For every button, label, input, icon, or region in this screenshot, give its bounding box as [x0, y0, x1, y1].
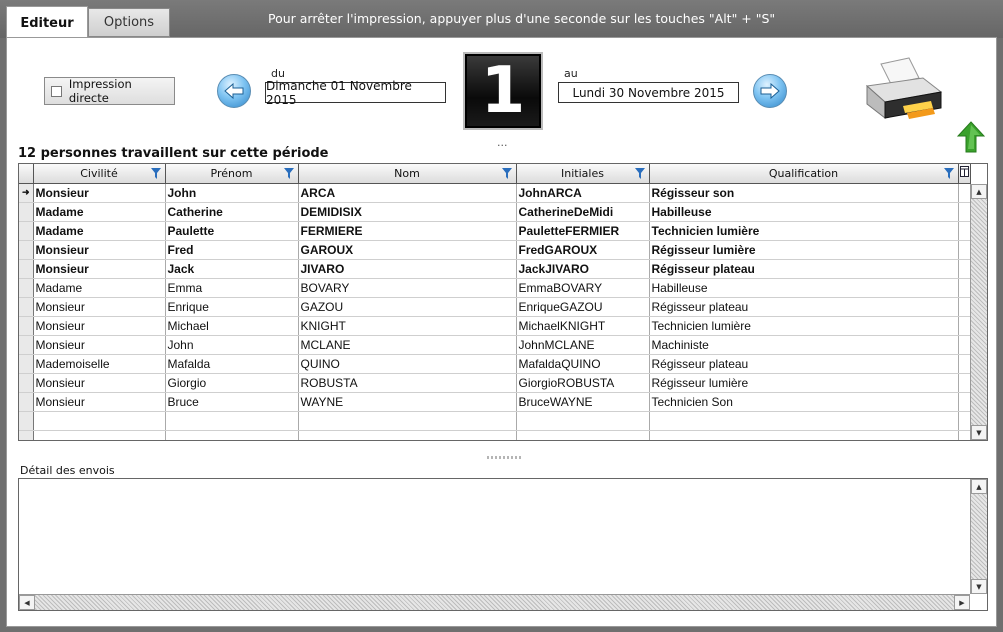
cell-initiales[interactable]: PauletteFERMIER: [516, 221, 649, 240]
cell-qualification[interactable]: Technicien lumière: [649, 221, 958, 240]
cell-qualification[interactable]: Technicien Son: [649, 392, 958, 411]
empty-cell: [958, 411, 970, 430]
column-label: Qualification: [768, 166, 839, 180]
cell-qualification[interactable]: Habilleuse: [649, 202, 958, 221]
empty-cell: [298, 430, 516, 441]
column-label: Initiales: [561, 166, 604, 180]
row-pad: [958, 259, 970, 278]
to-date-field[interactable]: Lundi 30 Novembre 2015: [558, 82, 739, 103]
day-number: 1: [467, 56, 539, 126]
cell-qualification[interactable]: Régisseur lumière: [649, 240, 958, 259]
cell-civilite[interactable]: Madame: [33, 221, 165, 240]
filter-icon[interactable]: [151, 168, 161, 179]
cell-prenom[interactable]: Jack: [165, 259, 298, 278]
direct-print-checkbox[interactable]: [44, 77, 175, 105]
column-header-qualification[interactable]: [649, 164, 958, 183]
arrow-up-icon[interactable]: [957, 121, 985, 153]
editor-panel: [6, 37, 997, 627]
column-label: Prénom: [210, 166, 253, 180]
scroll-up-button[interactable]: ▲: [971, 479, 987, 494]
cell-prenom[interactable]: Emma: [165, 278, 298, 297]
cell-initiales[interactable]: MafaldaQUINO: [516, 354, 649, 373]
row-pad: [958, 278, 970, 297]
column-label: Nom: [394, 166, 420, 180]
scroll-down-button[interactable]: ▼: [971, 579, 987, 594]
empty-cell: [19, 430, 33, 441]
row-selector[interactable]: [19, 278, 33, 297]
people-table: [19, 164, 971, 441]
cell-nom[interactable]: WAYNE: [298, 392, 516, 411]
cell-prenom[interactable]: John: [165, 183, 298, 202]
table-row[interactable]: [19, 278, 970, 297]
empty-cell: [516, 430, 649, 441]
row-selector[interactable]: [19, 392, 33, 411]
filter-icon[interactable]: [502, 168, 512, 179]
table-row[interactable]: [19, 297, 970, 316]
cell-qualification[interactable]: Technicien lumière: [649, 316, 958, 335]
cell-initiales[interactable]: CatherineDeMidi: [516, 202, 649, 221]
cell-qualification[interactable]: Régisseur lumière: [649, 373, 958, 392]
row-pad: [958, 221, 970, 240]
table-header-row: [19, 164, 970, 183]
cell-civilite[interactable]: Mademoiselle: [33, 354, 165, 373]
printer-icon[interactable]: [863, 56, 943, 126]
tab-options[interactable]: Options: [88, 8, 170, 37]
print-stop-hint: Pour arrêter l'impression, appuyer plus d'une seconde sur les touches "Alt" + "S": [268, 11, 776, 26]
empty-cell: [165, 411, 298, 430]
table-row[interactable]: [19, 240, 970, 259]
table-body: [19, 183, 970, 441]
cell-nom[interactable]: FERMIERE: [298, 221, 516, 240]
cell-civilite[interactable]: Monsieur: [33, 240, 165, 259]
cell-civilite[interactable]: Monsieur: [33, 373, 165, 392]
row-selector[interactable]: [19, 202, 33, 221]
cell-civilite[interactable]: Monsieur: [33, 392, 165, 411]
row-pad: [958, 202, 970, 221]
day-number-display: [463, 52, 543, 130]
column-label: Civilité: [80, 166, 118, 180]
detail-textarea[interactable]: [18, 478, 988, 611]
filter-icon[interactable]: [635, 168, 645, 179]
cell-initiales[interactable]: GiorgioROBUSTA: [516, 373, 649, 392]
empty-cell: [649, 411, 958, 430]
cell-civilite[interactable]: Madame: [33, 202, 165, 221]
row-pad: [958, 183, 970, 202]
row-pad: [958, 354, 970, 373]
cell-nom[interactable]: BOVARY: [298, 278, 516, 297]
cell-prenom[interactable]: Catherine: [165, 202, 298, 221]
cell-nom[interactable]: JIVARO: [298, 259, 516, 278]
scroll-left-button[interactable]: ◀: [19, 595, 35, 610]
empty-cell: [516, 411, 649, 430]
top-bar: [0, 0, 1003, 38]
direct-print-label: Impression directe: [68, 77, 132, 105]
table-row[interactable]: [19, 221, 970, 240]
detail-label: Détail des envois: [20, 464, 115, 477]
cell-prenom[interactable]: Mafalda: [165, 354, 298, 373]
cell-initiales[interactable]: EmmaBOVARY: [516, 278, 649, 297]
cell-civilite[interactable]: Monsieur: [33, 259, 165, 278]
cell-initiales[interactable]: JackJIVARO: [516, 259, 649, 278]
cell-civilite[interactable]: Monsieur: [33, 183, 165, 202]
grid-vertical-scrollbar[interactable]: [970, 184, 987, 440]
cell-civilite[interactable]: Madame: [33, 278, 165, 297]
arrow-left-icon: [223, 82, 245, 100]
detail-horizontal-scrollbar[interactable]: [19, 594, 970, 610]
columns-icon: [960, 166, 969, 177]
table-row[interactable]: [19, 202, 970, 221]
column-header-initiales[interactable]: [516, 164, 649, 183]
cell-civilite[interactable]: Monsieur: [33, 316, 165, 335]
cell-nom[interactable]: GAZOU: [298, 297, 516, 316]
cell-prenom[interactable]: Enrique: [165, 297, 298, 316]
cell-nom[interactable]: GAROUX: [298, 240, 516, 259]
row-pad: [958, 240, 970, 259]
tab-editeur[interactable]: Editeur: [6, 6, 88, 39]
cell-initiales[interactable]: JohnARCA: [516, 183, 649, 202]
table-row[interactable]: [19, 354, 970, 373]
cell-qualification[interactable]: Régisseur plateau: [649, 297, 958, 316]
column-header-nom[interactable]: [298, 164, 516, 183]
filter-icon[interactable]: [944, 168, 954, 179]
checkbox-box[interactable]: [51, 86, 62, 97]
people-grid: [18, 163, 988, 441]
next-period-button[interactable]: [753, 74, 787, 108]
scroll-down-button[interactable]: ▼: [971, 425, 987, 440]
header-selector: [19, 164, 33, 183]
row-selector[interactable]: [19, 335, 33, 354]
arrow-right-icon: [759, 82, 781, 100]
cell-qualification[interactable]: Habilleuse: [649, 278, 958, 297]
people-count-title: 12 personnes travaillent sur cette période: [18, 146, 329, 161]
columns-menu-button[interactable]: [958, 164, 970, 183]
empty-row[interactable]: [19, 430, 970, 441]
cell-qualification[interactable]: Régisseur plateau: [649, 259, 958, 278]
table-row[interactable]: [19, 373, 970, 392]
row-pad: [958, 335, 970, 354]
empty-cell: [165, 430, 298, 441]
cell-prenom[interactable]: John: [165, 335, 298, 354]
row-pad: [958, 297, 970, 316]
current-row-indicator[interactable]: ➜: [19, 183, 33, 202]
from-label: du: [271, 67, 285, 80]
empty-row[interactable]: [19, 411, 970, 430]
scroll-up-button[interactable]: ▲: [971, 184, 987, 199]
table-row[interactable]: [19, 335, 970, 354]
cell-nom[interactable]: ROBUSTA: [298, 373, 516, 392]
from-date-field[interactable]: Dimanche 01 Novembre 2015: [265, 82, 446, 103]
cell-initiales[interactable]: FredGAROUX: [516, 240, 649, 259]
cell-nom[interactable]: DEMIDISIX: [298, 202, 516, 221]
row-selector[interactable]: [19, 354, 33, 373]
cell-qualification[interactable]: Machiniste: [649, 335, 958, 354]
cell-prenom[interactable]: Giorgio: [165, 373, 298, 392]
cell-nom[interactable]: ARCA: [298, 183, 516, 202]
row-pad: [958, 392, 970, 411]
table-row[interactable]: [19, 316, 970, 335]
filter-icon[interactable]: [284, 168, 294, 179]
cell-prenom[interactable]: Paulette: [165, 221, 298, 240]
cell-prenom[interactable]: Michael: [165, 316, 298, 335]
empty-cell: [19, 411, 33, 430]
cell-initiales[interactable]: MichaelKNIGHT: [516, 316, 649, 335]
empty-cell: [958, 430, 970, 441]
row-selector[interactable]: [19, 221, 33, 240]
row-selector[interactable]: [19, 373, 33, 392]
day-ellipsis: ...: [497, 136, 508, 149]
cell-qualification[interactable]: Régisseur son: [649, 183, 958, 202]
table-row[interactable]: [19, 392, 970, 411]
cell-initiales[interactable]: JohnMCLANE: [516, 335, 649, 354]
cell-qualification[interactable]: Régisseur plateau: [649, 354, 958, 373]
table-row[interactable]: [19, 183, 970, 202]
empty-cell: [649, 430, 958, 441]
cell-civilite[interactable]: Monsieur: [33, 297, 165, 316]
column-header-civilite[interactable]: [33, 164, 165, 183]
table-row[interactable]: [19, 259, 970, 278]
splitter-handle[interactable]: [487, 456, 521, 459]
cell-prenom[interactable]: Fred: [165, 240, 298, 259]
row-pad: [958, 316, 970, 335]
to-label: au: [564, 67, 578, 80]
row-selector[interactable]: [19, 259, 33, 278]
column-header-prenom[interactable]: [165, 164, 298, 183]
previous-period-button[interactable]: [217, 74, 251, 108]
row-selector[interactable]: [19, 297, 33, 316]
cell-nom[interactable]: QUINO: [298, 354, 516, 373]
row-selector[interactable]: [19, 240, 33, 259]
cell-nom[interactable]: KNIGHT: [298, 316, 516, 335]
empty-cell: [298, 411, 516, 430]
cell-prenom[interactable]: Bruce: [165, 392, 298, 411]
row-pad: [958, 373, 970, 392]
empty-cell: [33, 411, 165, 430]
empty-cell: [33, 430, 165, 441]
scroll-right-button[interactable]: ▶: [954, 595, 970, 610]
row-selector[interactable]: [19, 316, 33, 335]
cell-initiales[interactable]: EnriqueGAZOU: [516, 297, 649, 316]
detail-vertical-scrollbar[interactable]: [970, 479, 987, 594]
cell-initiales[interactable]: BruceWAYNE: [516, 392, 649, 411]
cell-civilite[interactable]: Monsieur: [33, 335, 165, 354]
cell-nom[interactable]: MCLANE: [298, 335, 516, 354]
